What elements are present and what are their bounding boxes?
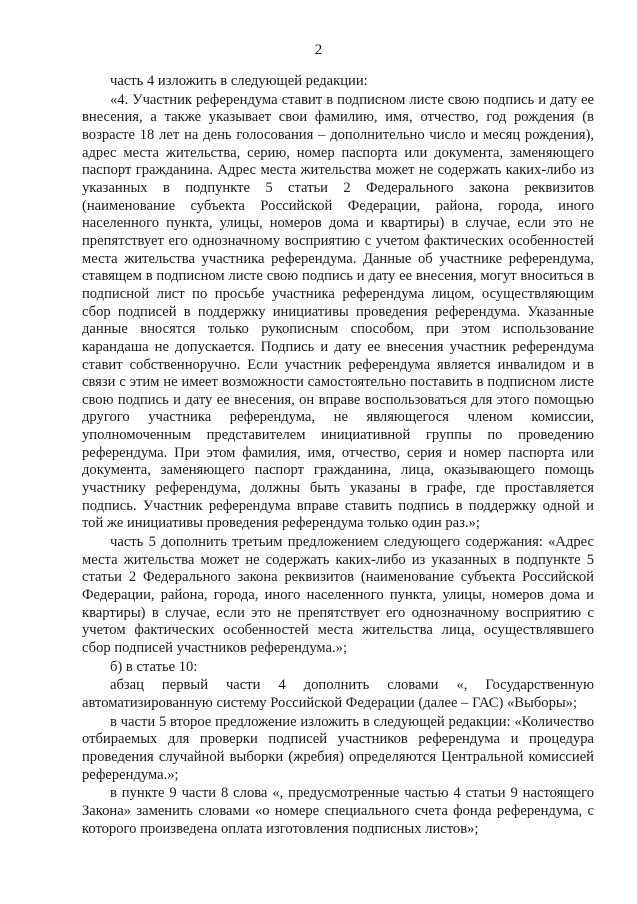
paragraph-part4-intro: часть 4 изложить в следующей редакции: xyxy=(110,73,368,89)
paragraph-part4-text: «4. Участник референдума ставит в подписном листе свою подпись и дату ее внесения, а также указывает свои фамилию, имя, отчество, год рождения (в возрасте 18 лет на день голосования – дополнительно число и месяц рождения), адрес места жительства, серию, номер паспорта или документа, заменяющего паспорт гражданина. Адрес места жительства может не содержать каких-либо из указанных в подпункте 5 статьи 2 Федерального закона реквизитов (наименование субъекта Российской Федерации, района, города, иного населенного пункта, улицы, номеров дома и квартиры) в случае, если это не препятствует его однозначному восприятию с учетом фактических особенностей места жительства участника референдума. Данные об участнике референдума, ставящем в подписном листе свою подпись и дату ее внесения, могут вноситься в подписной лист по просьбе участника референдума лицом, осуществляющим сбор подписей в поддержку инициативы проведения референдума. Указанные данные вносятся только рукописным способом, при этом использование карандаша не допускается. Подпись и дату ее внесения участник референдума ставит собственноручно. Если участник референдума является инвалидом и в связи с этим не имеет возможности самостоятельно поставить в подписном листе свою подпись и дату ее внесения, он вправе воспользоваться для этого помощью другого участника референдума, не являющегося членом комиссии, уполномоченным представителем инициативной группы по проведению референдума. При этом фамилия, имя, отчество, серия и номер паспорта или документа, заменяющего паспорт гражданина, лица, оказывающего помощь участнику референдума, должны быть указаны в графе, где проставляется подпись. Участник референдума вправе ставить подпись в поддержку одной и той же инициативы проведения референдума только один раз.»; xyxy=(82,91,594,532)
paragraph-article10-heading: б) в статье 10: xyxy=(110,658,198,675)
paragraph-article10-part4: абзац первый части 4 дополнить словами «, Государственную автоматизированную систему Российской Федерации (далее – ГАС) «Выборы»; xyxy=(82,677,594,711)
paragraph-part5-amendment: часть 5 дополнить третьим предложением следующего содержания: «Адрес места жительства может не содержать каких-либо из указанных в подпункте 5 статьи 2 Федерального закона реквизитов (наименование субъекта Российской Федерации, района, города, иного населенного пункта, улицы, номеров дома и квартиры) в случае, если это не препятствует его однозначному восприятию с учетом фактических особенностей места жительства лица, осуществлявшего сбор подписей участников референдума.»; xyxy=(82,534,594,656)
paragraph-article10-part8: в пункте 9 части 8 слова «, предусмотренные частью 4 статьи 9 настоящего Закона» заменить словами «о номере специального счета фонда референдума, с которого произведена оплата изготовления подписных листов»; xyxy=(82,785,594,837)
document-body xyxy=(82,73,594,838)
paragraph-article10-part5: в части 5 второе предложение изложить в следующей редакции: «Количество отбираемых для проверки подписей участников референдума и процедура проведения случайной выборки (жребия) определяются Центральной комиссией референдума.»; xyxy=(82,713,594,783)
page-number: 2 xyxy=(314,42,323,58)
